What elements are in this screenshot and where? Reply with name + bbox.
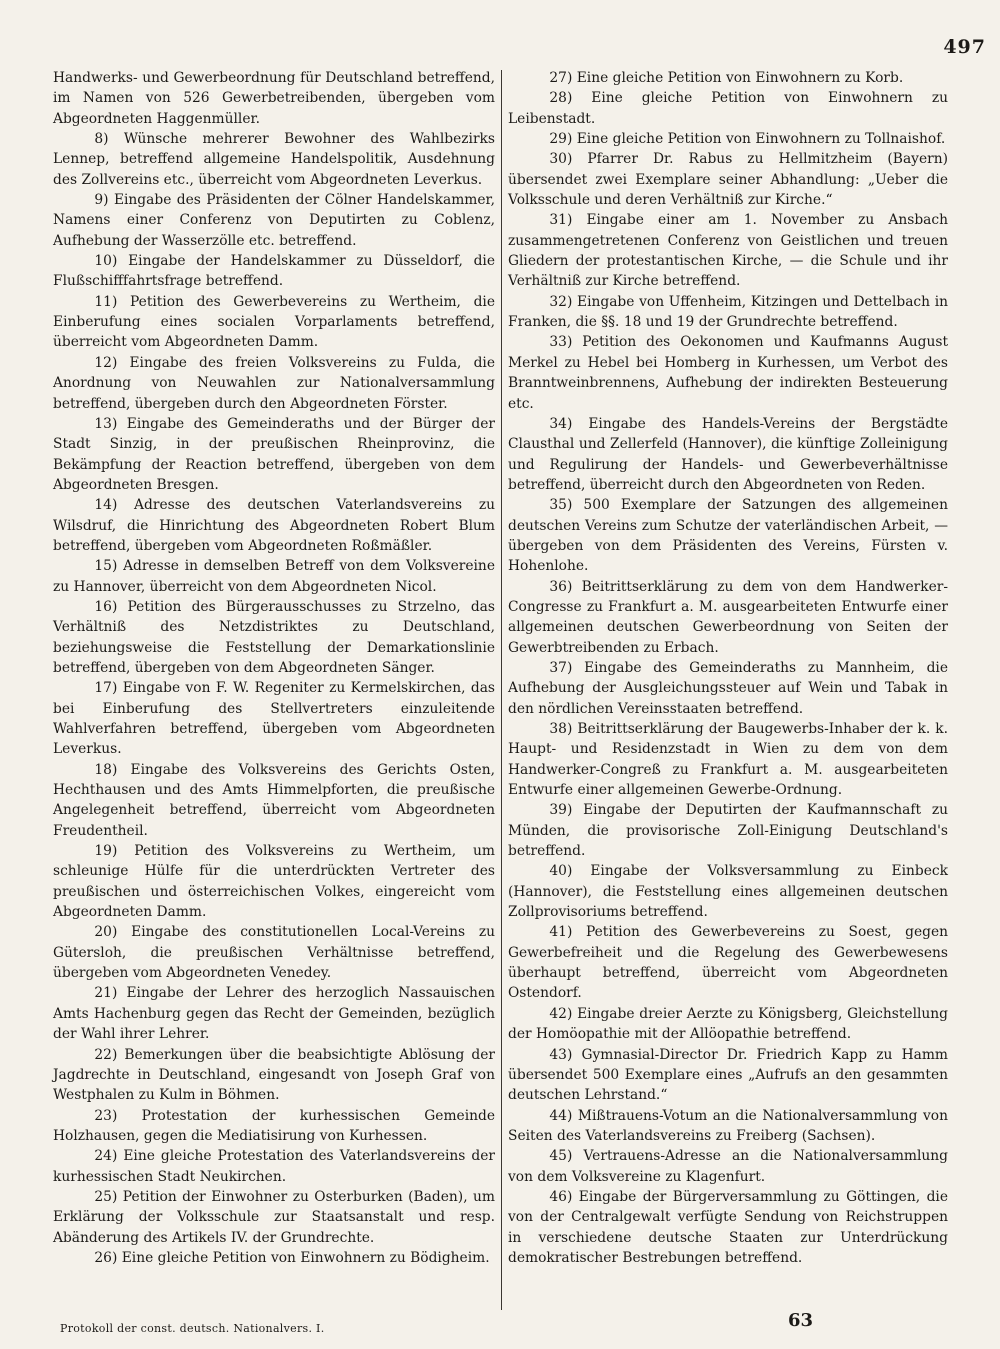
petition-entry: 9) Eingabe des Präsidenten der Cölner Handelskammer, Namens einer Conferenz von Deputirten zu Coblenz, Aufhebung der Wasserzölle etc. betreffend. — [53, 192, 495, 249]
petition-entry: 32) Eingabe von Uffenheim, Kitzingen und Dettelbach in Franken, die §§. 18 und 19 der Grundrechte betreffend. — [508, 293, 948, 331]
signature-mark: 63 — [788, 1310, 814, 1331]
petition-entry: 28) Eine gleiche Petition von Einwohnern zu Leibenstadt. — [508, 90, 948, 127]
petition-entry: 20) Eingabe des constitutionellen Local-Vereins zu Gütersloh, die preußischen Verhältnisse betreffend, übergeben vom Abgeordneten Venedey. — [53, 924, 495, 982]
petition-entry: 33) Petition des Oekonomen und Kaufmanns August Merkel zu Hebel bei Homberg in Kurhessen, um Verbot des Branntweinbrennens, Aufhebung der indirekten Besteuerung etc. — [508, 334, 948, 412]
petition-entry: 11) Petition des Gewerbevereins zu Wertheim, die Einberufung eines socialen Vorparlaments betreffend, überreicht vom Abgeordneten Damm. — [53, 293, 495, 351]
petition-entry: 25) Petition der Einwohner zu Osterburken (Baden), um Erklärung der Volksschule zur Staatsanstalt und resp. Abänderung des Artikels IV. der Grundrechte. — [53, 1188, 495, 1246]
column-divider — [501, 70, 502, 1310]
petition-entry: 39) Eingabe der Deputirten der Kaufmannschaft zu Münden, die provisorische Zoll-Einigung Deutschland's betreffend. — [508, 802, 948, 860]
right-column — [508, 68, 948, 1268]
petition-entry: 38) Beitrittserklärung der Baugewerbs-Inhaber der k. k. Haupt- und Residenzstadt in Wien zu dem von dem Handwerker-Congreß zu Frankfurt a. M. ausgearbeiteten Entwurfe einer allgemeinen Gewerbe-Ordnung. — [508, 721, 948, 799]
petition-entry: 30) Pfarrer Dr. Rabus zu Hellmitzheim (Bayern) übersendet zwei Exemplare seiner Abhandlung: „Ueber die Volksschule und deren Verhältniß zur Kirche.“ — [508, 151, 948, 209]
petition-entry: 45) Vertrauens-Adresse an die Nationalversammlung von dem Volksvereine zu Klagenfurt. — [508, 1148, 948, 1185]
petition-entry: 37) Eingabe des Gemeinderaths zu Mannheim, die Aufhebung der Ausgleichungssteuer auf Wein und Tabak in den nördlichen Vereinsstaaten betreffend. — [508, 659, 948, 717]
page-number: 497 — [943, 36, 986, 58]
petition-entry: Handwerks- und Gewerbeordnung für Deutschland betreffend, im Namen von 526 Gewerbetreibenden, übergeben vom Abgeordneten Haggenmüller. — [53, 70, 495, 127]
petition-entry: 19) Petition des Volksvereins zu Wertheim, um schleunige Hülfe für die unterdrückten Vertreter des preußischen und österreichischen Volkes, eingereicht vom Abgeordneten Damm. — [53, 843, 495, 921]
petition-entry: 23) Protestation der kurhessischen Gemeinde Holzhausen, gegen die Mediatisirung von Kurhessen. — [53, 1107, 495, 1144]
page-footer: Protokoll der const. deutsch. Nationalvers. I. — [60, 1322, 325, 1335]
petition-entry: 18) Eingabe des Volksvereins des Gerichts Osten, Hechthausen und des Amts Himmelpforten, die preußische Angelegenheit betreffend, überreicht vom Abgeordneten Freudentheil. — [53, 761, 495, 839]
petition-entry: 43) Gymnasial-Director Dr. Friedrich Kapp zu Hamm übersendet 500 Exemplare eines „Aufrufs an den gesammten deutschen Lehrstand.“ — [508, 1046, 948, 1104]
petition-entry: 42) Eingabe dreier Aerzte zu Königsberg, Gleichstellung der Homöopathie mit der Allöopathie betreffend. — [508, 1005, 948, 1043]
petition-entry: 12) Eingabe des freien Volksvereins zu Fulda, die Anordnung von Neuwahlen zur Nationalversammlung betreffend, übergeben durch den Abgeordneten Förster. — [53, 354, 495, 412]
petition-entry: 17) Eingabe von F. W. Regeniter zu Kermelskirchen, das bei Einberufung des Stellvertreters einzuleitende Wahlverfahren betreffend, übergeben vom Abgeordneten Leverkus. — [53, 680, 495, 758]
petition-entry: 8) Wünsche mehrerer Bewohner des Wahlbezirks Lennep, betreffend allgemeine Handelspolitik, Ausdehnung des Zollvereins etc., überreicht vom Abgeordneten Leverkus. — [53, 131, 495, 188]
petition-entry: 26) Eine gleiche Petition von Einwohnern zu Bödigheim. — [94, 1249, 490, 1266]
petition-entry: 21) Eingabe der Lehrer des herzoglich Nassauischen Amts Hachenburg gegen das Recht der Gemeinden, bezüglich der Wahl ihrer Lehrer. — [53, 985, 495, 1043]
left-column — [53, 68, 495, 1268]
petition-entry: 10) Eingabe der Handelskammer zu Düsseldorf, die Flußschifffahrtsfrage betreffend. — [53, 253, 495, 290]
petition-entry: 31) Eingabe einer am 1. November zu Ansbach zusammengetretenen Conferenz von Geistlichen und treuen Gliedern der protestantischen Kirche, — die Schule und ihr Verhältniß zur Kirche betreffend. — [508, 212, 948, 290]
petition-entry: 40) Eingabe der Volksversammlung zu Einbeck (Hannover), die Feststellung eines allgemeinen deutschen Zollprovisoriums betreffend. — [508, 863, 948, 921]
petition-entry: 29) Eine gleiche Petition von Einwohnern zu Tollnaishof. — [549, 131, 946, 148]
petition-entry: 24) Eine gleiche Protestation des Vaterlandsvereins der kurhessischen Stadt Neukirchen. — [53, 1148, 495, 1185]
petition-entry: 35) 500 Exemplare der Satzungen des allgemeinen deutschen Vereins zum Schutze der vaterländischen Arbeit, — übergeben von dem Präsidenten des Vereins, Fürsten v. Hohenlohe. — [508, 497, 948, 575]
petition-entry: 16) Petition des Bürgerausschusses zu Strzelno, das Verhältniß des Netzdistriktes zu Deutschland, beziehungsweise die Feststellung der Demarkationslinie betreffend, übergeben von dem Abgeordneten Sänger. — [53, 598, 495, 676]
petition-entry: 22) Bemerkungen über die beabsichtigte Ablösung der Jagdrechte in Deutschland, eingesandt von Joseph Graf von Westphalen zu Kulm in Böhmen. — [53, 1046, 495, 1104]
petition-entry: 44) Mißtrauens-Votum an die Nationalversammlung von Seiten des Vaterlandsvereins zu Freiberg (Sachsen). — [508, 1107, 948, 1144]
petition-entry: 14) Adresse des deutschen Vaterlandsvereins zu Wilsdruf, die Hinrichtung des Abgeordneten Robert Blum betreffend, übergeben vom Abgeordneten Roßmäßler. — [53, 497, 495, 554]
petition-entry: 46) Eingabe der Bürgerversammlung zu Göttingen, die von der Centralgewalt verfügte Sendung von Reichstruppen in verschiedene deutsche Staaten zur Unterdrückung demokratischer Bestrebungen betreffend. — [508, 1188, 948, 1266]
petition-entry: 15) Adresse in demselben Betreff von dem Volksvereine zu Hannover, überreicht von dem Abgeordneten Nicol. — [53, 558, 495, 595]
petition-entry: 13) Eingabe des Gemeinderaths und der Bürger der Stadt Sinzig, in der preußischen Rheinprovinz, die Bekämpfung der Reaction betreffend, übergeben von dem Abgeordneten Bresgen. — [53, 415, 495, 493]
petition-entry: 27) Eine gleiche Petition von Einwohnern zu Korb. — [549, 70, 904, 86]
petition-entry: 34) Eingabe des Handels-Vereins der Bergstädte Clausthal und Zellerfeld (Hannover), die künftige Zolleinigung und Regulirung der Handels- und Gewerbeverhältnisse betreffend, überreicht durch den Abgeordneten von Reden. — [508, 415, 948, 493]
petition-entry: 41) Petition des Gewerbevereins zu Soest, gegen Gewerbefreiheit und die Regelung des Gewerbewesens überhaupt betreffend, überreicht vom Abgeordneten Ostendorf. — [508, 924, 948, 1002]
petition-entry: 36) Beitrittserklärung zu dem von dem Handwerker-Congresse zu Frankfurt a. M. ausgearbeiteten Entwurfe einer allgemeinen deutschen Gewerbeordnung von Seiten der Gewerbtreibenden zu Erbach. — [508, 578, 948, 656]
